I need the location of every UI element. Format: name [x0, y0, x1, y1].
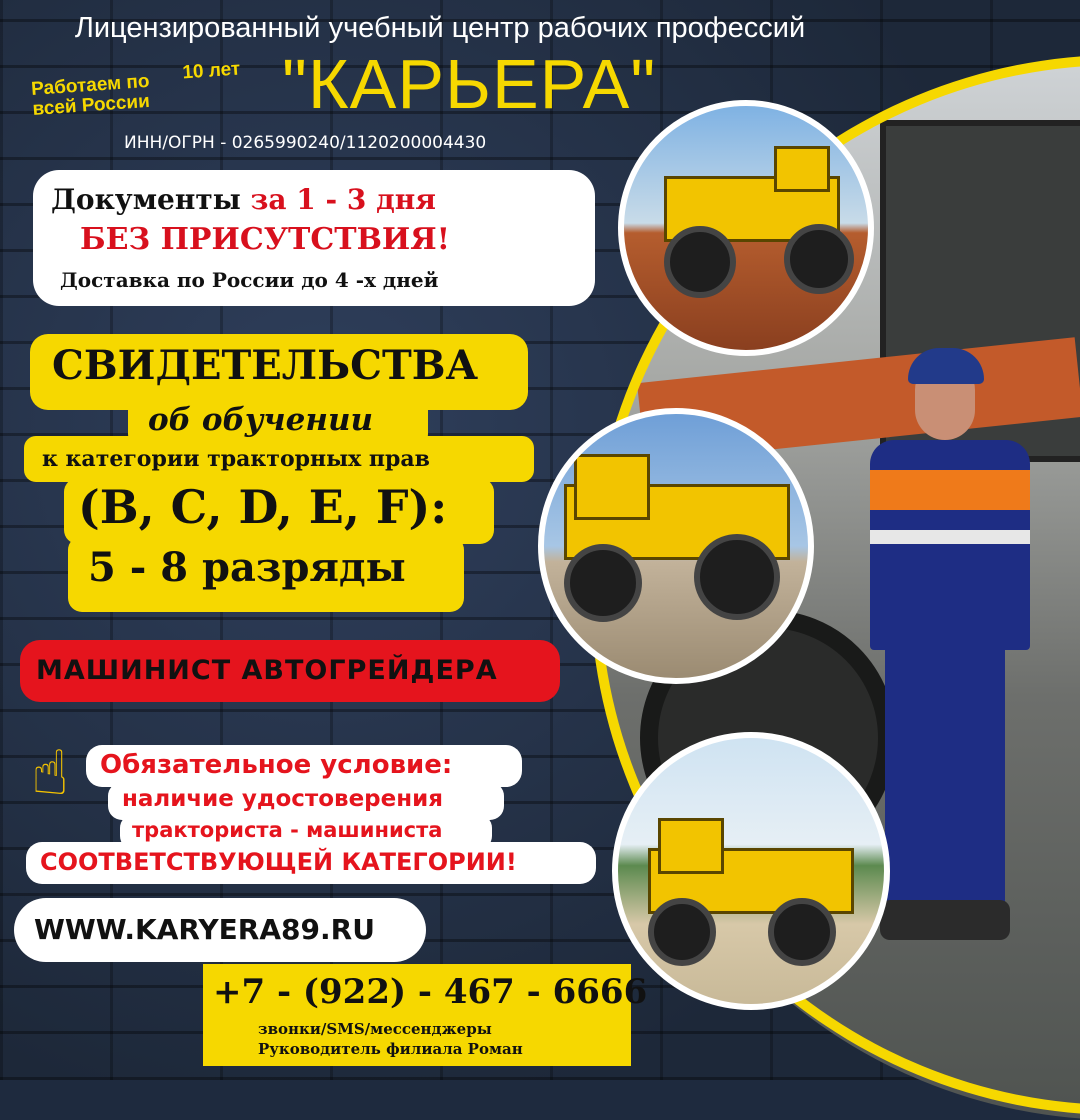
- condition-line: наличие удостоверения: [122, 786, 444, 812]
- documents-headline: [51, 183, 436, 216]
- documents-prefix: Документы: [51, 183, 251, 216]
- certificates-category-line: к категории тракторных прав: [42, 446, 430, 472]
- grader-wheel: [648, 898, 716, 966]
- documents-timeframe: за 1 - 3 дня: [250, 183, 436, 216]
- coverage-text: Работаем по всей России: [30, 70, 151, 120]
- condition-line: СООТВЕТСТВУЮЩЕЙ КАТЕГОРИИ!: [40, 848, 517, 876]
- years-text: 10 лет: [181, 58, 241, 84]
- tagline: Лицензированный учебный центр рабочих профессий: [74, 12, 806, 44]
- condition-title: Обязательное условие:: [100, 750, 453, 780]
- grader-cab: [574, 454, 650, 520]
- grader-photo-1: [618, 100, 874, 356]
- certificates-grades: 5 - 8 разряды: [88, 544, 406, 591]
- condition-line: тракториста - машиниста: [132, 818, 443, 842]
- grader-cab: [774, 146, 830, 192]
- grader-wheel: [784, 224, 854, 294]
- certificates-letters: (B, C, D, E, F):: [78, 480, 448, 534]
- inn-ogrn: ИНН/ОГРН - 0265990240/1120200004430: [124, 133, 487, 153]
- grader-wheel: [768, 898, 836, 966]
- pointing-hand-icon: ☝: [31, 736, 69, 809]
- website-link[interactable]: WWW.KARYERA89.RU: [34, 913, 375, 946]
- contact-manager: Руководитель филиала Роман: [258, 1040, 523, 1058]
- profession-title: МАШИНИСТ АВТОГРЕЙДЕРА: [36, 655, 498, 686]
- grader-photo-2: [538, 408, 814, 684]
- contact-channels: звонки/SMS/мессенджеры: [258, 1020, 492, 1038]
- brand-title: "КАРЬЕРА": [282, 45, 657, 123]
- documents-no-presence: БЕЗ ПРИСУТСТВИЯ!: [80, 222, 450, 257]
- grader-photo-3: [612, 732, 890, 1010]
- grader-wheel: [694, 534, 780, 620]
- documents-delivery: Доставка по России до 4 -х дней: [60, 268, 439, 292]
- certificates-title: СВИДЕТЕЛЬСТВА: [52, 342, 479, 389]
- grader-cab: [658, 818, 724, 874]
- phone-number[interactable]: +7 - (922) - 467 - 6666: [213, 972, 648, 1012]
- grader-wheel: [664, 226, 736, 298]
- grader-wheel: [564, 544, 642, 622]
- certificates-subtitle: об обучении: [148, 402, 374, 438]
